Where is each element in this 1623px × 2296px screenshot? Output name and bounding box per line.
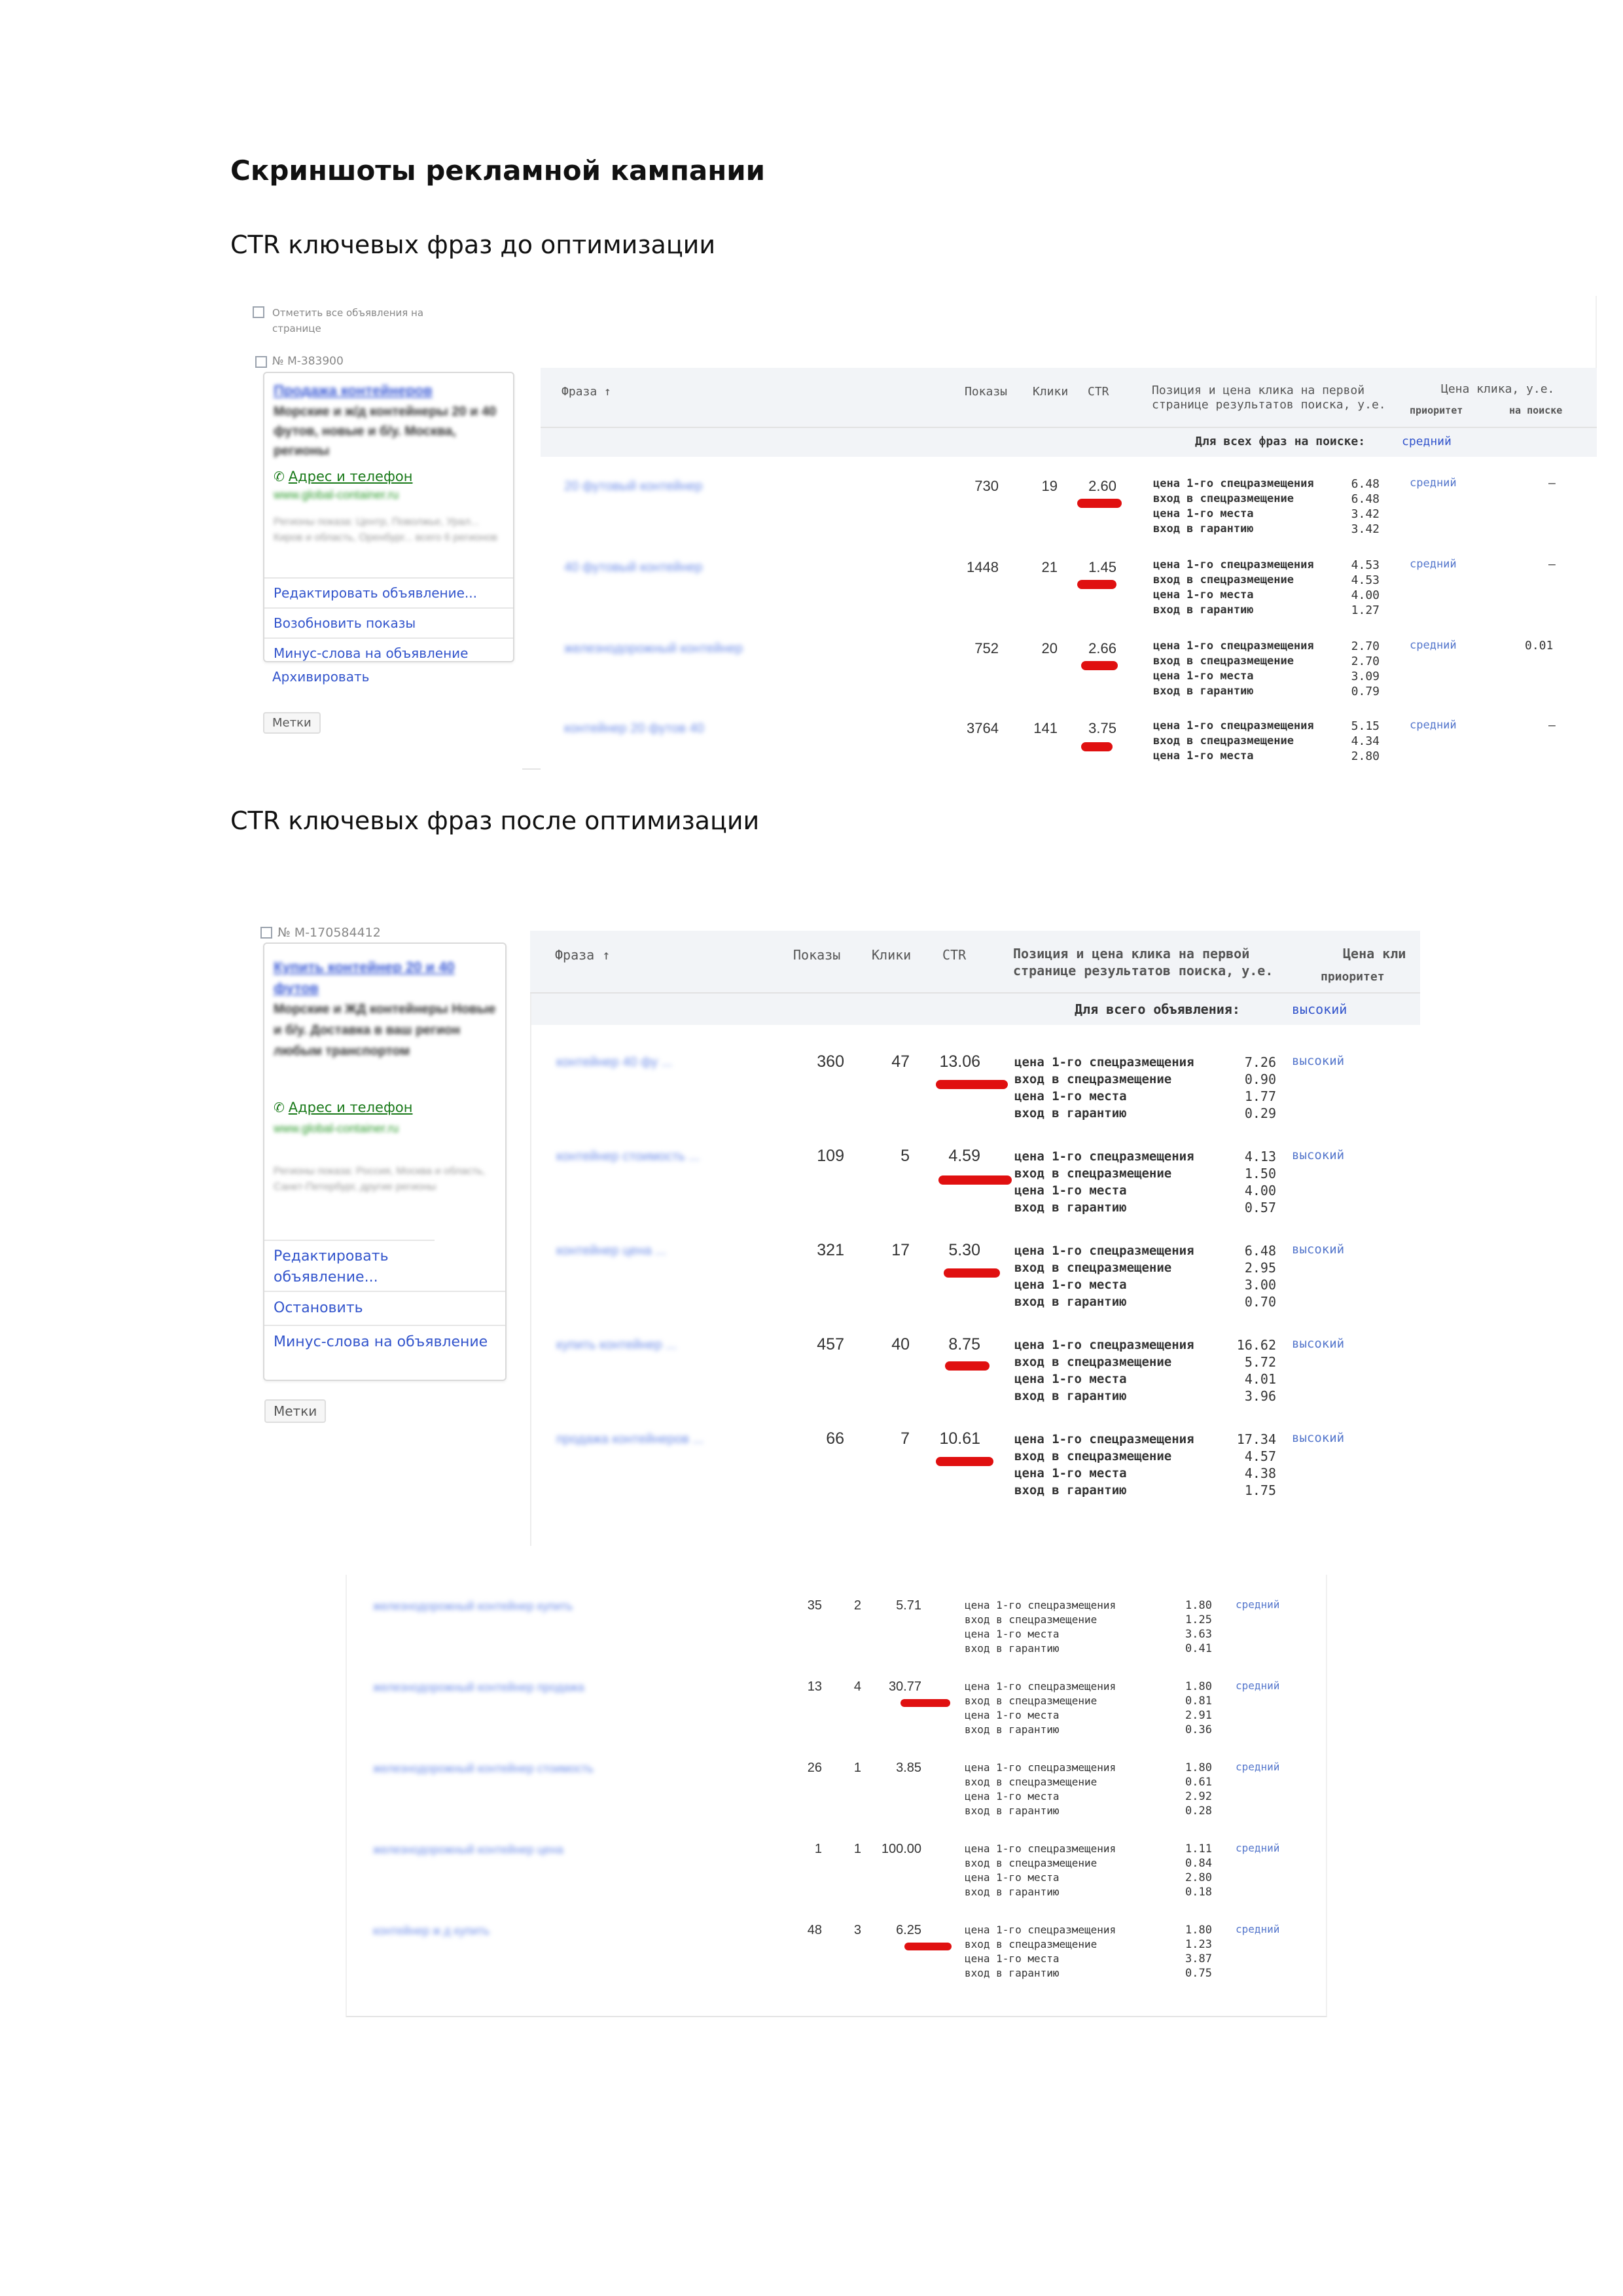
ctr-highlight (1081, 661, 1118, 670)
bid-value: 0.01 (1525, 639, 1554, 653)
clicks-value: 5 (901, 1147, 910, 1165)
table-row (530, 1335, 1420, 1414)
ctr-highlight (936, 1457, 993, 1466)
shows-value: 35 (807, 1598, 822, 1613)
ctr-highlight (1077, 580, 1116, 589)
position-values: 1.11 0.84 2.80 0.18 (1185, 1842, 1212, 1899)
contact-link[interactable] (274, 469, 412, 484)
phrase-link[interactable]: железнодорожный контейнер (564, 641, 743, 656)
col-on-search[interactable]: на поиске (1509, 404, 1563, 416)
position-values: 7.26 0.90 1.77 0.29 (1244, 1054, 1276, 1121)
phrase-link[interactable]: 40 футовый контейнер (564, 560, 703, 575)
before-table (541, 368, 1597, 770)
shows-value: 13 (807, 1679, 822, 1694)
shows-value: 457 (817, 1335, 844, 1354)
position-values: 4.53 4.53 4.00 1.27 (1351, 558, 1380, 617)
ctr-highlight (936, 1080, 1008, 1089)
position-labels: цена 1-го спецразмещения вход в спецразмещение цена 1-го места вход в гарантию (1014, 1338, 1194, 1403)
col-phrase[interactable]: Фраза ↑ (562, 385, 611, 399)
col-shows[interactable]: Показы (965, 385, 1008, 399)
col-phrase[interactable]: Фраза ↑ (555, 947, 611, 963)
menu-minus-words[interactable]: Минус-слова на объявление (264, 637, 513, 668)
contact-link-label: Адрес и телефон (288, 1100, 413, 1115)
table-row (347, 1679, 1326, 1751)
ad-checkbox[interactable] (260, 927, 272, 939)
clicks-value: 4 (853, 1679, 861, 1694)
table-row (541, 476, 1597, 548)
table-left-border (530, 994, 531, 1546)
table-row (530, 1052, 1420, 1131)
all-ad-label: Для всего объявления: (1075, 1001, 1240, 1017)
priority-value[interactable]: высокий (1292, 1336, 1345, 1351)
priority-value[interactable]: средний (1236, 1761, 1280, 1773)
ctr-value: 5.71 (896, 1598, 921, 1613)
position-values: 6.48 6.48 3.42 3.42 (1351, 477, 1380, 536)
position-labels: цена 1-го спецразмещения вход в спецразмещение цена 1-го места вход в гарантию (1153, 477, 1314, 535)
shows-value: 66 (826, 1429, 844, 1448)
ctr-highlight (1077, 499, 1122, 508)
table-row (541, 558, 1597, 630)
position-values: 1.80 0.81 2.91 0.36 (1185, 1680, 1212, 1736)
after-screenshot-2 (346, 1575, 1327, 2017)
shows-value: 752 (974, 640, 999, 656)
ad-title[interactable]: Продажа контейнеров (274, 382, 433, 399)
clicks-value: 17 (891, 1241, 910, 1259)
phrase-link[interactable]: контейнер 20 футов 40 (564, 721, 704, 736)
all-ad-value[interactable]: высокий (1292, 1001, 1347, 1017)
phrase-link[interactable]: железнодорожный контейнер продажа (373, 1681, 584, 1694)
contact-link[interactable] (274, 1100, 412, 1115)
clicks-value: 20 (1041, 640, 1058, 656)
ctr-value: 100.00 (881, 1842, 921, 1856)
position-labels: цена 1-го спецразмещения вход в спецразмещение цена 1-го места вход в гарантию (1153, 558, 1314, 617)
clicks-value: 3 (853, 1923, 861, 1937)
col-priority[interactable]: приоритет (1321, 970, 1385, 984)
ctr-highlight (1081, 742, 1113, 751)
position-values: 1.80 1.23 3.87 0.75 (1185, 1924, 1212, 1980)
all-phrases-value[interactable]: средний (1402, 435, 1452, 448)
ctr-value: 13.06 (939, 1052, 980, 1071)
before-table-header (541, 368, 1597, 428)
before-screenshot (234, 296, 1597, 770)
shows-value: 48 (807, 1923, 822, 1937)
clicks-value: 7 (901, 1429, 910, 1448)
tags-button[interactable]: Метки (263, 712, 321, 734)
phrase-link[interactable]: контейнер ж д купить (373, 1924, 490, 1937)
priority-value[interactable]: высокий (1292, 1054, 1345, 1068)
priority-value[interactable]: средний (1236, 1842, 1280, 1854)
position-labels: цена 1-го спецразмещения вход в спецразмещение цена 1-го места (1153, 719, 1314, 762)
table-row (347, 1923, 1326, 1995)
table-row (347, 1842, 1326, 1914)
ctr-value: 30.77 (888, 1679, 921, 1694)
ctr-highlight (938, 1175, 1012, 1185)
priority-value[interactable]: средний (1410, 719, 1457, 732)
clicks-value: 1 (853, 1842, 861, 1856)
priority-value[interactable]: средний (1236, 1598, 1280, 1611)
phrase-link[interactable]: железнодорожный контейнер купить (373, 1600, 573, 1613)
table-row (347, 1761, 1326, 1833)
col-position: Позиция и цена клика на первой странице результатов поиска, у.е. (1152, 384, 1386, 412)
ad-checkbox[interactable] (255, 356, 267, 368)
position-labels: цена 1-го спецразмещения вход в спецразмещение цена 1-го места вход в гарантию (1014, 1055, 1194, 1121)
col-ctr[interactable]: CTR (942, 947, 967, 963)
ctr-value: 6.25 (896, 1923, 921, 1937)
shows-value: 3764 (967, 720, 999, 736)
priority-value[interactable]: средний (1236, 1923, 1280, 1935)
after-screenshot (249, 919, 1420, 1547)
position-values: 1.80 0.61 2.92 0.28 (1185, 1761, 1212, 1818)
position-values: 5.15 4.34 2.80 (1351, 719, 1380, 763)
priority-value[interactable]: высокий (1292, 1431, 1345, 1445)
phrase-link[interactable]: железнодорожный контейнер стоимость (373, 1762, 594, 1775)
shows-value: 321 (817, 1241, 844, 1259)
shows-value: 1448 (967, 559, 999, 575)
position-values: 16.62 5.72 4.01 3.96 (1236, 1337, 1276, 1404)
ctr-highlight (904, 1943, 952, 1950)
ctr-value: 8.75 (948, 1335, 980, 1354)
phrase-link[interactable]: продажа контейнеров ... (556, 1432, 704, 1446)
phrase-link[interactable]: контейнер цена ... (556, 1244, 666, 1258)
ctr-value: 3.75 (1088, 720, 1116, 736)
clicks-value: 40 (891, 1335, 910, 1354)
ctr-value: 3.85 (896, 1761, 921, 1775)
position-labels: цена 1-го спецразмещения вход в спецразмещение цена 1-го места вход в гарантию (965, 1680, 1116, 1736)
ad-card (263, 942, 507, 1381)
col-shows[interactable]: Показы (793, 947, 841, 963)
ad-title[interactable]: Купить контейнер 20 и 40 футов (274, 959, 455, 996)
phrase-link[interactable]: купить контейнер ... (556, 1338, 677, 1352)
bid-value: – (1548, 558, 1556, 571)
col-bid: Цена кли (1343, 946, 1406, 961)
col-clicks[interactable]: Клики (872, 947, 912, 963)
priority-value[interactable]: высокий (1292, 1148, 1345, 1162)
ctr-value: 10.61 (939, 1429, 980, 1448)
clicks-value: 1 (853, 1761, 861, 1775)
position-labels: цена 1-го спецразмещения вход в спецразмещение цена 1-го места вход в гарантию (965, 1599, 1116, 1655)
col-position: Позиция и цена клика на первой странице результатов поиска, у.е. (1013, 946, 1274, 978)
position-values: 2.70 2.70 3.09 0.79 (1351, 639, 1380, 698)
position-values: 17.34 4.57 4.38 1.75 (1236, 1431, 1276, 1498)
ad-text: Морские и ж/д контейнеры 20 и 40 футов, новые и б/у. Москва, регионы (274, 404, 497, 458)
position-labels: цена 1-го спецразмещения вход в спецразмещение цена 1-го места вход в гарантию (1014, 1432, 1194, 1498)
ctr-value: 2.60 (1088, 478, 1116, 494)
clicks-value: 141 (1033, 720, 1058, 736)
ctr-highlight (944, 1268, 1000, 1278)
clicks-value: 47 (891, 1052, 910, 1071)
clicks-value: 2 (853, 1598, 861, 1613)
menu-edit-ad[interactable]: Редактировать объявление... (264, 1240, 435, 1291)
col-bid: Цена клика, у.е. (1441, 382, 1555, 396)
ad-number: № M-170584412 (277, 925, 381, 940)
ctr-value: 5.30 (948, 1241, 980, 1259)
col-ctr[interactable]: CTR (1088, 385, 1109, 399)
bid-value: – (1548, 476, 1556, 490)
priority-value[interactable]: средний (1410, 558, 1457, 571)
position-labels: цена 1-го спецразмещения вход в спецразмещение цена 1-го места вход в гарантию (1014, 1244, 1194, 1309)
all-phrases-label: Для всех фраз на поиске: (1195, 435, 1366, 448)
table-row (530, 1429, 1420, 1508)
priority-value[interactable]: высокий (1292, 1242, 1345, 1257)
menu-archive[interactable]: Архивировать (272, 669, 370, 685)
position-labels: цена 1-го спецразмещения вход в спецразмещение цена 1-го места вход в гарантию (965, 1761, 1116, 1817)
col-clicks[interactable]: Клики (1033, 385, 1069, 399)
shows-value: 1 (814, 1842, 822, 1856)
tags-button[interactable]: Метки (264, 1399, 326, 1423)
clicks-value: 19 (1041, 478, 1058, 494)
contact-link-label: Адрес и телефон (288, 469, 413, 484)
col-priority[interactable]: приоритет (1410, 404, 1463, 416)
bid-value: – (1548, 719, 1556, 732)
ad-number: № M-383900 (272, 355, 344, 368)
clicks-value: 21 (1041, 559, 1058, 575)
table-row (541, 719, 1597, 770)
shows-value: 730 (974, 478, 999, 494)
shows-value: 26 (807, 1761, 822, 1775)
document-title: Скриншоты рекламной кампании (230, 154, 766, 187)
position-values: 6.48 2.95 3.00 0.70 (1244, 1243, 1276, 1310)
phrase-link[interactable]: контейнер 40 фу ... (556, 1055, 673, 1069)
priority-value[interactable]: средний (1236, 1679, 1280, 1692)
table-row (530, 1241, 1420, 1319)
ctr-value: 4.59 (948, 1147, 980, 1165)
ctr-value: 1.45 (1088, 559, 1116, 575)
position-labels: цена 1-го спецразмещения вход в спецразмещение цена 1-го места вход в гарантию (1014, 1149, 1194, 1215)
shows-value: 360 (817, 1052, 844, 1071)
table-row (541, 639, 1597, 711)
menu-resume-shows[interactable]: Возобновить показы (264, 607, 513, 637)
position-values: 4.13 1.50 4.00 0.57 (1244, 1149, 1276, 1215)
ctr-value: 2.66 (1088, 640, 1116, 656)
menu-edit-ad[interactable]: Редактировать объявление... (264, 577, 513, 607)
after-table-header (530, 931, 1420, 994)
phrase-link[interactable]: контейнер стоимость ... (556, 1149, 700, 1164)
ad-card (263, 372, 514, 662)
menu-minus-words[interactable]: Минус-слова на объявление (264, 1325, 505, 1359)
ctr-highlight (901, 1699, 950, 1707)
before-heading: CTR ключевых фраз до оптимизации (230, 230, 716, 259)
select-all-label: Отметить все объявления на странице (272, 307, 424, 334)
menu-stop[interactable]: Остановить (264, 1291, 505, 1325)
before-all-phrases-row (541, 428, 1597, 457)
ad-text: Морские и ЖД контейнеры Новые и б/у. Доставка в ваш регион любым транспортом (274, 1002, 496, 1058)
priority-value[interactable]: средний (1410, 476, 1457, 490)
region-text: Регионы показа: Россия, Москва и область, Санкт-Петербург, другие регионы (274, 1166, 486, 1193)
table-row (347, 1598, 1326, 1670)
after-table (530, 931, 1420, 1546)
after-sidebar (249, 919, 524, 1419)
ad-url[interactable]: www.global-container.ru (274, 488, 399, 501)
shows-value: 109 (817, 1147, 844, 1165)
phone-icon: ✆ (274, 469, 285, 484)
position-labels: цена 1-го спецразмещения вход в спецразмещение цена 1-го места вход в гарантию (965, 1924, 1116, 1979)
phrase-link[interactable]: 20 футовый контейнер (564, 479, 703, 493)
position-labels: цена 1-го спецразмещения вход в спецразмещение цена 1-го места вход в гарантию (1153, 639, 1314, 698)
select-all-checkbox[interactable] (253, 306, 264, 318)
position-values: 1.80 1.25 3.63 0.41 (1185, 1599, 1212, 1655)
region-text: Регионы показа: Центр, Поволжье, Урал... Киров и область, Оренбург... всего 6 регионов (274, 516, 497, 543)
table-row (530, 1147, 1420, 1225)
priority-value[interactable]: средний (1410, 639, 1457, 652)
after-heading: CTR ключевых фраз после оптимизации (230, 806, 760, 835)
ctr-highlight (945, 1361, 990, 1371)
phone-icon: ✆ (274, 1100, 285, 1115)
ad-url[interactable]: www.global-container.ru (274, 1122, 399, 1135)
position-labels: цена 1-го спецразмещения вход в спецразмещение цена 1-го места вход в гарантию (965, 1842, 1116, 1898)
before-sidebar (234, 296, 522, 770)
phrase-link[interactable]: железнодорожный контейнер цена (373, 1843, 563, 1856)
after-all-ad-row (530, 994, 1420, 1025)
